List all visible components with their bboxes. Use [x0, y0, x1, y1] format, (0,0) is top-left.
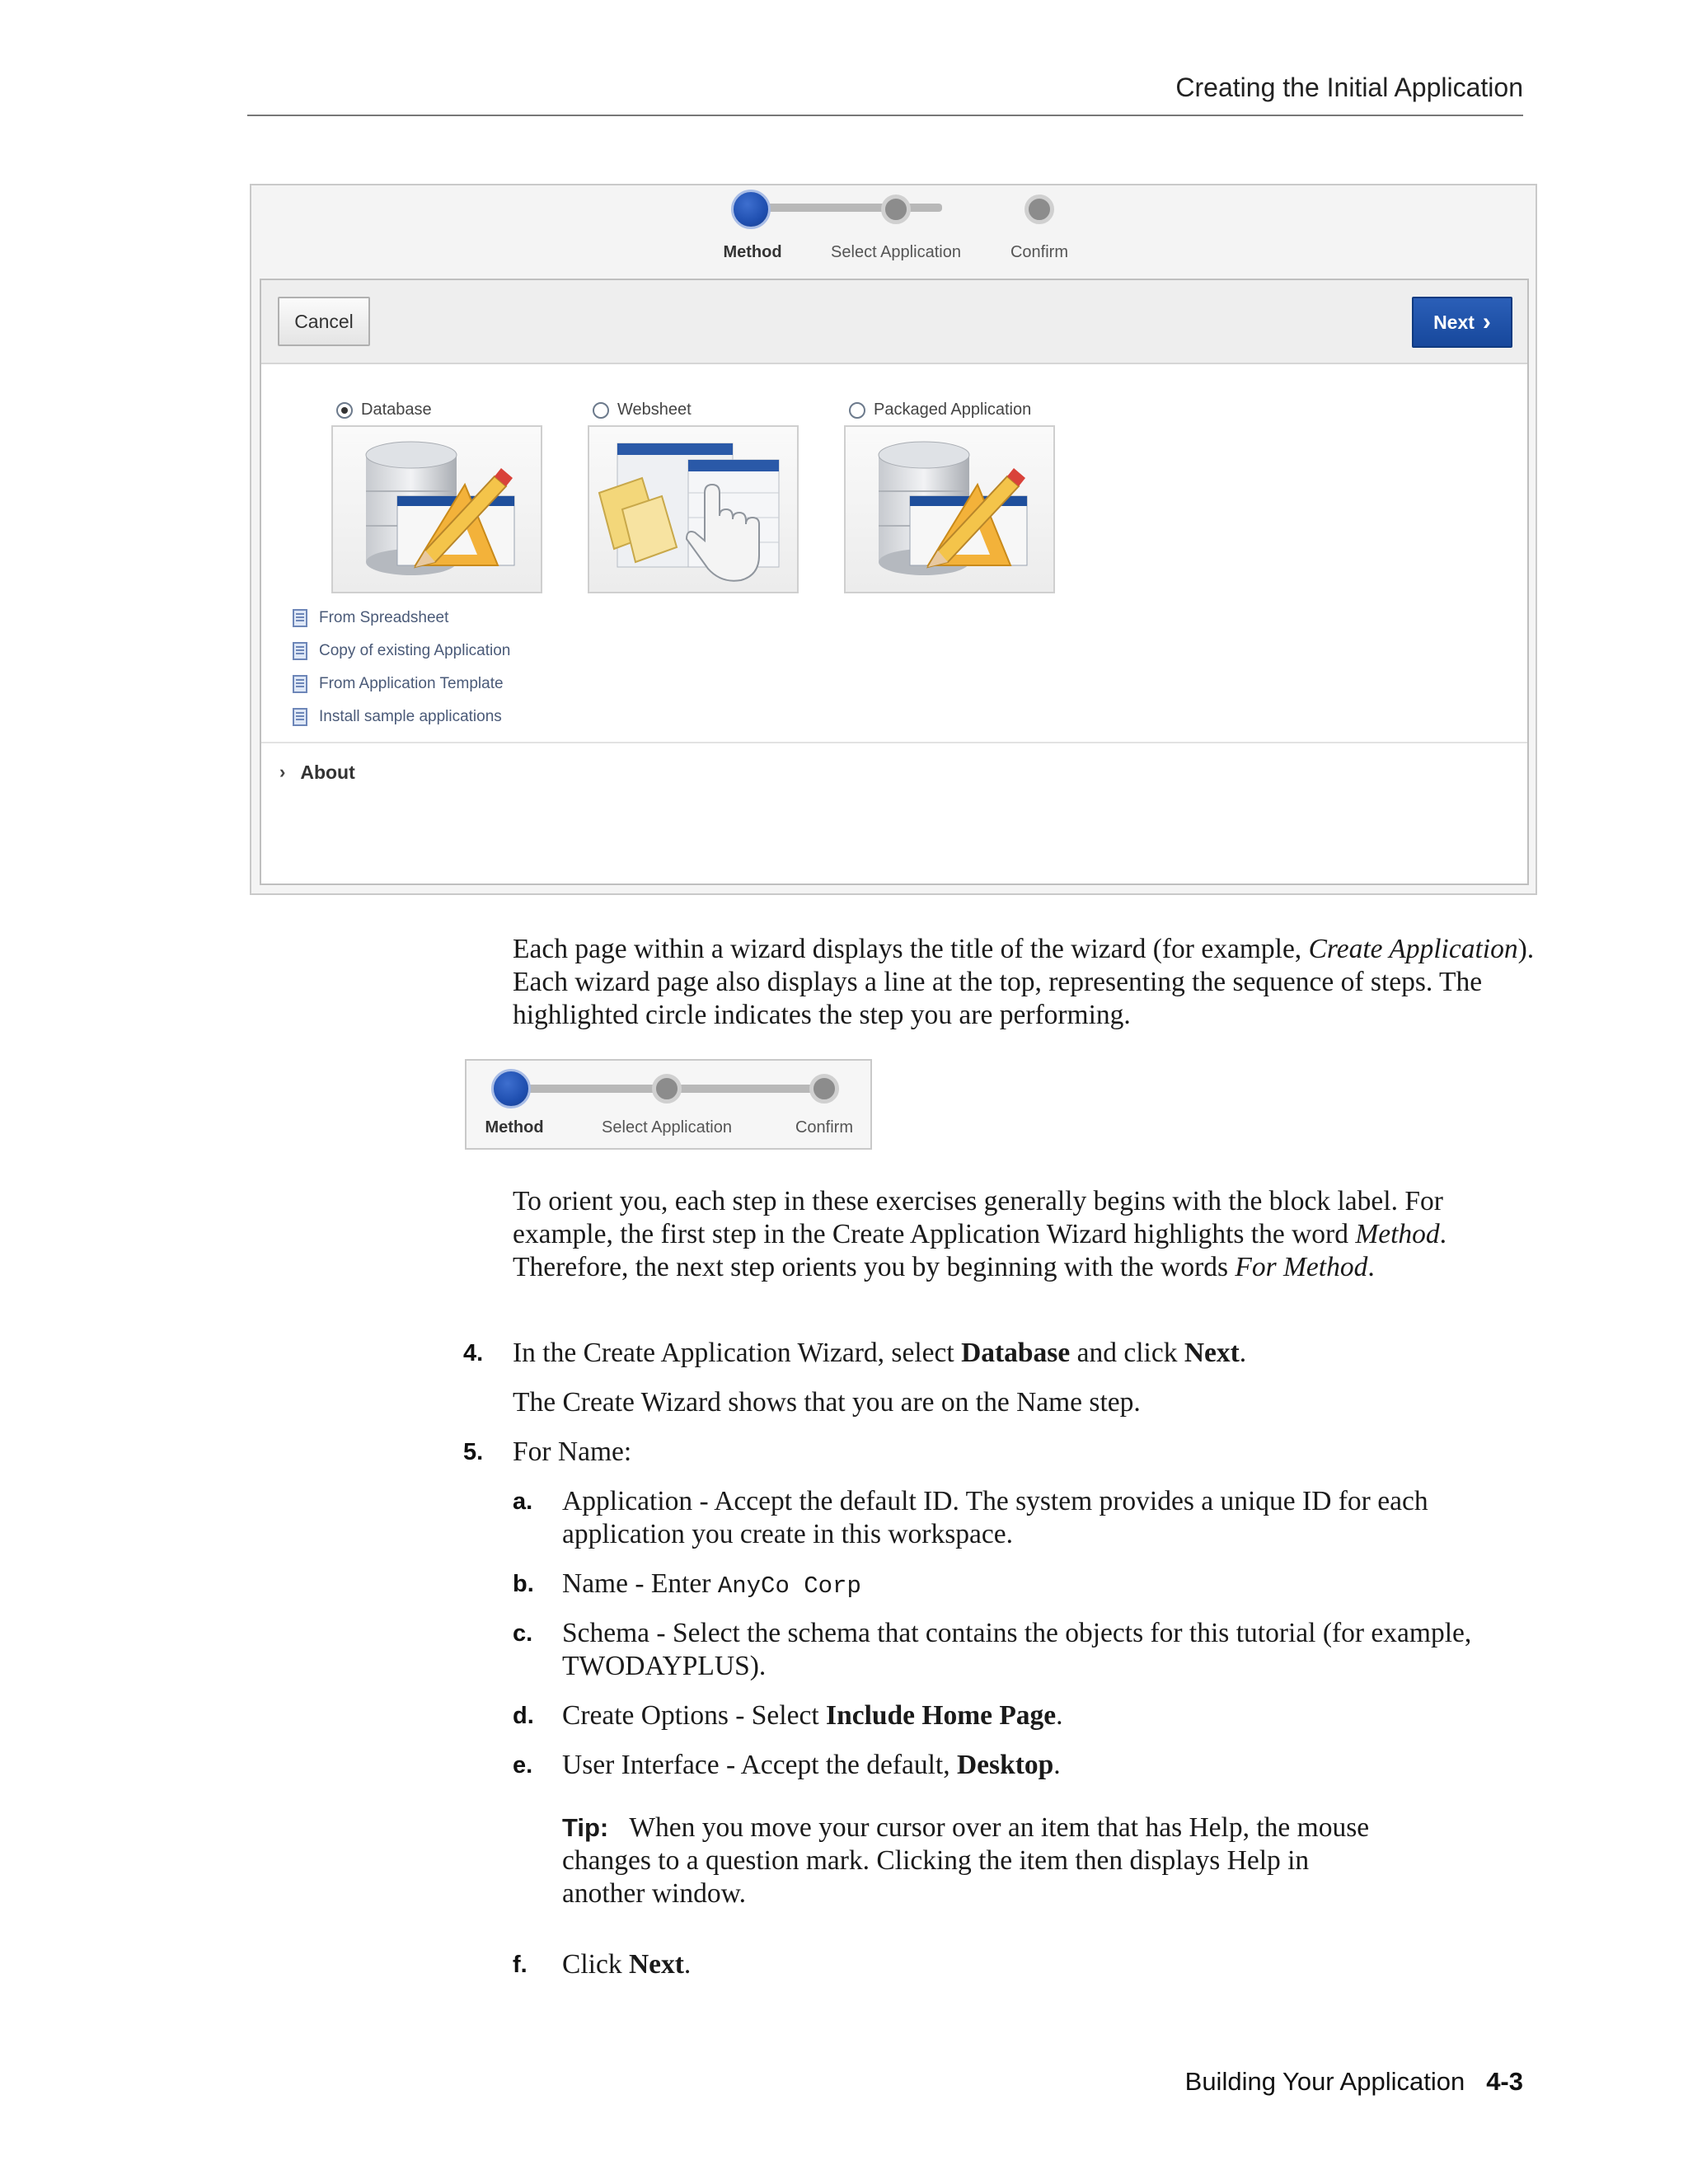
sub-d-label: Create Options - Select [562, 1700, 827, 1731]
step-4-text-c: and click [1070, 1338, 1184, 1368]
link-label: Install sample applications [319, 708, 502, 725]
sub-e-end: . [1053, 1750, 1061, 1780]
step-4-number: 4. [463, 1340, 484, 1366]
packaged-application-radio[interactable] [849, 402, 865, 419]
sub-e-letter: e. [513, 1752, 533, 1779]
document-icon [293, 609, 307, 627]
step-5-number: 5. [463, 1439, 484, 1465]
alternate-method-links [293, 602, 510, 733]
cancel-button[interactable] [278, 297, 370, 346]
step-select-application-dot [881, 194, 911, 224]
sub-f-text [562, 1948, 1535, 1981]
sub-f-bold: Next [628, 1949, 684, 1980]
link-label: From Spreadsheet [319, 609, 449, 626]
sub-b-code: AnyCo Corp [717, 1572, 861, 1600]
database-label: Database [361, 401, 432, 419]
chevron-right-icon: › [279, 762, 286, 782]
sub-a-letter: a. [513, 1488, 533, 1515]
sub-d-bold: Include Home Page [826, 1700, 1057, 1731]
sub-d-text [562, 1699, 1535, 1732]
document-icon [293, 708, 307, 726]
wizard-progress-bar [251, 185, 1536, 268]
sub-b-letter: b. [513, 1571, 534, 1597]
link-label: From Application Template [319, 675, 504, 692]
next-button-label: Next [1433, 311, 1475, 333]
step-confirm-dot [1025, 194, 1054, 224]
sub-e-label: User Interface - Accept the default, [562, 1750, 957, 1780]
mini-progress [467, 1061, 870, 1148]
wizard-panel [260, 279, 1529, 885]
link-copy-existing-application[interactable] [293, 635, 510, 668]
sub-a-text: Application - Accept the default ID. The system provides a unique ID for each application you create in this workspace. [562, 1486, 1428, 1549]
websheet-hand-icon[interactable] [588, 425, 799, 593]
link-from-application-template[interactable] [293, 668, 510, 701]
orient-text-3: . [1367, 1252, 1375, 1282]
step-method-label: Method [723, 243, 782, 261]
database-radio[interactable] [336, 402, 353, 419]
tip-label: Tip: [562, 1813, 609, 1842]
step-confirm-label: Confirm [795, 1118, 854, 1137]
document-icon [293, 642, 307, 660]
orient-text-2: . Therefore, the next step orients you by beginning with the words [513, 1219, 1447, 1282]
step-method-dot [731, 190, 771, 229]
intro-paragraph [513, 933, 1535, 1032]
orient-emphasis-2: For Method [1235, 1252, 1368, 1282]
document-icon [293, 675, 307, 693]
intro-text-2: ). Each wizard page also displays a line at the top, representing the sequence of steps. The highlighted circle indicates the step you are performing. [513, 934, 1535, 1030]
footer-page-number: 4-3 [1486, 2067, 1523, 2096]
about-region-toggle[interactable] [261, 742, 1527, 801]
sub-d-end: . [1056, 1700, 1063, 1731]
step-4-text-a: In the Create Application Wizard, select [513, 1338, 962, 1368]
wizard-toolbar [261, 280, 1527, 364]
about-label: About [300, 761, 355, 783]
packaged-application-label: Packaged Application [874, 401, 1032, 419]
link-label: Copy of existing Application [319, 642, 511, 659]
step-method-dot [491, 1069, 531, 1108]
step-confirm-dot [809, 1074, 839, 1104]
step-confirm-label: Confirm [1010, 243, 1069, 261]
sub-d-letter: d. [513, 1703, 534, 1729]
link-install-sample-applications[interactable] [293, 701, 510, 733]
intro-emphasis: Create Application [1308, 934, 1518, 964]
page-header-title: Creating the Initial Application [1175, 73, 1523, 102]
footer-section: Building Your Application [1184, 2067, 1465, 2096]
sub-c-text: Schema - Select the schema that contains the objects for this tutorial (for example, TWODAYPLUS). [562, 1618, 1472, 1681]
orient-text-1: To orient you, each step in these exercises generally begins with the block label. For example, the first step in the Create Application Wizard highlights the word [513, 1186, 1443, 1249]
sub-f-letter: f. [513, 1952, 528, 1978]
sub-f-label: Click [562, 1949, 629, 1980]
step-select-application-label: Select Application [831, 243, 961, 261]
step-4-text-d: . [1239, 1338, 1247, 1368]
step-4-next: Next [1184, 1338, 1240, 1368]
chevron-right-icon: › [1482, 308, 1491, 335]
step-5-text: For Name: [513, 1436, 632, 1467]
sub-c-letter: c. [513, 1620, 533, 1647]
sub-b-text [562, 1568, 1535, 1603]
wizard-screenshot [250, 184, 1537, 895]
sub-f-end: . [683, 1949, 692, 1980]
database-pencil-icon[interactable] [331, 425, 542, 593]
progress-bar-example [465, 1059, 872, 1150]
intro-text-1: Each page within a wizard displays the title of the wizard (for example, [513, 934, 1309, 964]
tip-text: When you move your cursor over an item that has Help, the mouse changes to a question mark. Clicking the item then displays Help in another window. [562, 1812, 1370, 1909]
orient-paragraph [513, 1185, 1535, 1284]
next-button[interactable] [1412, 297, 1512, 348]
packaged-database-icon[interactable] [844, 425, 1055, 593]
websheet-radio[interactable] [593, 402, 609, 419]
step-4-note: The Create Wizard shows that you are on the Name step. [513, 1387, 1141, 1418]
link-from-spreadsheet[interactable] [293, 602, 510, 635]
sub-e-bold: Desktop [956, 1750, 1054, 1780]
step-4-text [513, 1337, 1535, 1370]
step-method-label: Method [485, 1118, 544, 1137]
sub-b-label: Name - Enter [562, 1568, 718, 1599]
page-footer [1185, 2067, 1523, 2097]
step-select-application-dot [652, 1074, 682, 1104]
websheet-label: Websheet [617, 401, 692, 419]
tip-block [562, 1811, 1395, 1910]
sub-e-text [562, 1749, 1535, 1782]
progress-line [753, 204, 942, 212]
orient-emphasis-1: Method [1355, 1219, 1440, 1249]
cancel-button-label: Cancel [294, 310, 354, 332]
header-rule [247, 115, 1523, 116]
step-4-database: Database [961, 1338, 1071, 1368]
step-select-application-label: Select Application [602, 1118, 732, 1137]
